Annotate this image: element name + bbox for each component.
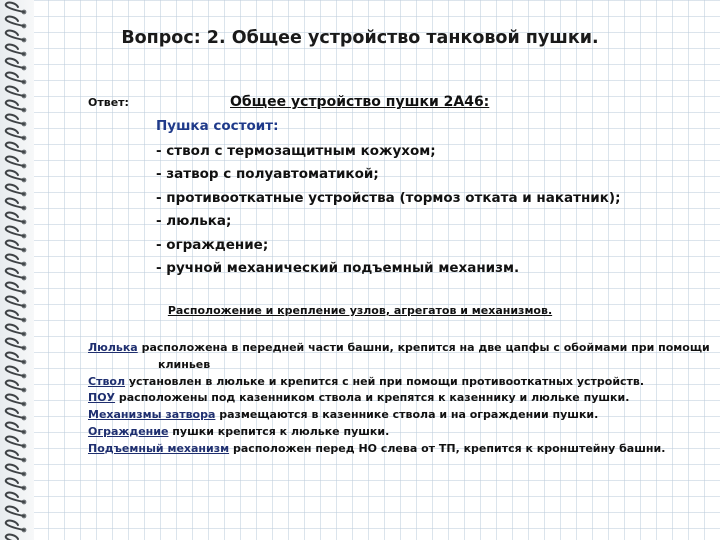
location-list [88, 340, 712, 458]
device-heading: Общее устройство пушки 2А46: [230, 94, 490, 110]
term-breech-mechanisms: Механизмы затвора [88, 408, 216, 422]
part-item: - ствол с термозащитным кожухом; [156, 143, 436, 159]
text-cradle: расположена в передней части башни, крепится на две цапфы с обоймами при помощи клиньев [137, 341, 710, 371]
location-item-recoil [88, 390, 712, 407]
term-cradle: Люлька [88, 341, 138, 354]
consists-heading: Пушка состоит: [156, 118, 279, 134]
term-recoil: ПОУ [88, 391, 116, 405]
location-item-guard [88, 424, 712, 441]
text-elevating: расположен перед НО слева от ТП, крепится к кронштейну башни. [229, 441, 666, 455]
text-barrel: установлен в люльке и крепится с ней при помощи противооткатных устройств. [125, 374, 645, 388]
text-recoil: расположены под казенником ствола и крепятся к казеннику и люльке пушки. [115, 391, 630, 405]
term-barrel: Ствол [88, 374, 126, 388]
term-elevating: Подъемный механизм [88, 441, 230, 455]
answer-label: Ответ: [88, 96, 129, 109]
page-title: Вопрос: 2. Общее устройство танковой пушки. [121, 28, 599, 48]
location-item-barrel [88, 374, 712, 391]
part-item: - ручной механический подъемный механизм. [156, 260, 520, 277]
location-item-cradle [88, 340, 712, 374]
location-heading: Расположение и крепление узлов, агрегатов и механизмов. [167, 304, 553, 317]
location-item-breech-mechanisms [88, 407, 712, 424]
term-guard: Ограждение [88, 424, 169, 438]
parts-list [156, 140, 620, 280]
part-item: - люлька; [156, 213, 232, 230]
text-breech-mechanisms: размещаются в казеннике ствола и на ограждении пушки. [215, 408, 599, 422]
part-item: - ограждение; [156, 236, 269, 253]
part-item: - затвор с полуавтоматикой; [156, 166, 379, 183]
text-guard: пушки крепится к люльке пушки. [168, 424, 390, 438]
location-item-elevating [88, 441, 712, 458]
spiral-binding [0, 0, 34, 540]
spiral-binding-icon [0, 0, 34, 540]
part-item: - противооткатные устройства (тормоз отката и накатник); [156, 189, 621, 206]
